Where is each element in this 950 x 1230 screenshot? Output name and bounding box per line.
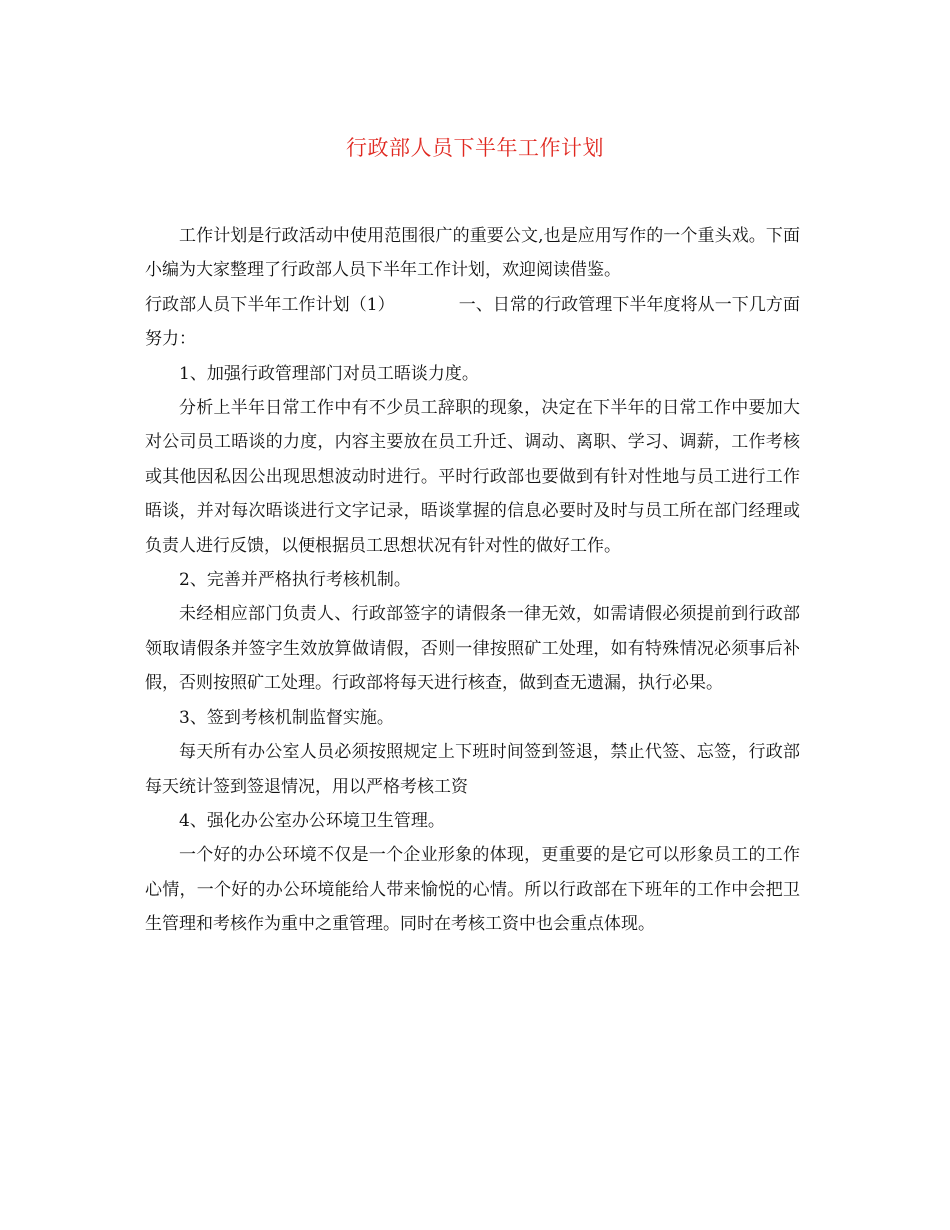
document-title: 行政部人员下半年工作计划 <box>346 136 604 160</box>
item-body: 每天所有办公室人员必须按照规定上下班时间签到签退，禁止代签、忘签，行政部每天统计签到签退情况，用以严格考核工资 <box>145 742 800 797</box>
document-body <box>145 219 800 942</box>
item-heading: 3、签到考核机制监督实施。 <box>179 707 394 728</box>
item-heading: 2、完善并严格执行考核机制。 <box>179 570 411 591</box>
section-lead: 一、日常的行政管理下半年度将从一下几方面努力： <box>145 294 800 350</box>
intro-paragraph: 工作计划是行政活动中使用范围很广的重要公文,也是应用写作的一个重头戏。下面小编为大家整理了行政部人员下半年工作计划，欢迎阅读借鉴。 <box>145 226 800 281</box>
section-paragraph <box>145 288 800 357</box>
item-heading: 1、加强行政管理部门对员工晤谈力度。 <box>179 363 479 384</box>
item-body: 一个好的办公环境不仅是一个企业形象的体现，更重要的是它可以形象员工的工作心情，一个好的办公环境能给人带来愉悦的心情。所以行政部在下班年的工作中会把卫生管理和考核作为重中之重管理。同时在考核工资中也会重点体现。 <box>145 845 800 935</box>
item-heading: 4、强化办公室办公环境卫生管理。 <box>179 810 445 831</box>
item-body: 分析上半年日常工作中有不少员工辞职的现象，决定在下半年的日常工作中要加大对公司员工晤谈的力度，内容主要放在员工升迁、调动、离职、学习、调薪，工作考核或其他因私因公出现思想波动时进行。平时行政部也要做到有针对性地与员工进行工作晤谈，并对每次晤谈进行文字记录，晤谈掌握的信息必要时及时与员工所在部门经理或负责人进行反馈，以便根据员工思想状况有针对性的做好工作。 <box>145 398 800 556</box>
item-body: 未经相应部门负责人、行政部签字的请假条一律无效，如需请假必须提前到行政部领取请假条并签字生效放算做请假，否则一律按照矿工处理，如有特殊情况必须事后补假，否则按照矿工处理。行政部将每天进行核查，做到查无遗漏，执行必果。 <box>145 604 800 694</box>
section-heading: 行政部人员下半年工作计划（1） <box>145 294 395 315</box>
